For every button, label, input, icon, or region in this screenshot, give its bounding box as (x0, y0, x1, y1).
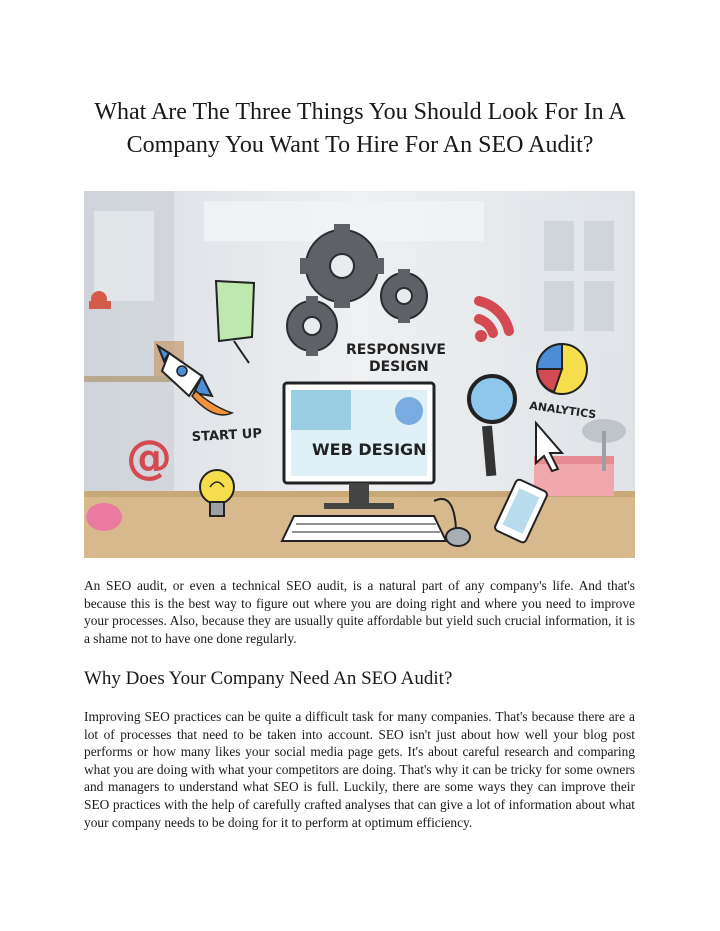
section-heading: Why Does Your Company Need An SEO Audit? (84, 668, 453, 689)
design-label: DESIGN (369, 359, 429, 375)
pie-chart-icon (537, 344, 587, 394)
start-up-label: START UP (191, 426, 263, 445)
responsive-label: RESPONSIVE (346, 342, 446, 358)
keyboard-icon (282, 516, 446, 541)
article-title: What Are The Three Things You Should Look For In A Company You Want To Hire For An SEO Audit? (94, 99, 626, 158)
analytics-label: ANALYTICS (528, 399, 598, 422)
section-paragraph: Improving SEO practices can be quite a difficult task for many companies. That's because there are a lot of processes that need to be taken into account. SEO isn't just about how well your blog post performs or how many likes your social media page gets. It's about careful research and comparing what you are doing with what your competitors are doing. That's why it can be tricky for some owners and managers to understand what SEO is full. Luckily, there are some ways they can improve their SEO practices with the help of carefully crafted analyses that can give a lot of information about what your company needs to be doing for it to perform at optimum efficiency. (84, 709, 635, 830)
web-design-label: WEB DESIGN (312, 440, 427, 459)
hero-illustration (84, 191, 635, 558)
intro-paragraph: An SEO audit, or even a technical SEO audit, is a natural part of any company's life. And that's because this is the best way to figure out where you are doing right and where you need to improve your processes. Also, because they are usually quite affordable but yield such crucial information, it is a shame not to have one done regularly. (84, 578, 635, 646)
mouse-icon (446, 528, 470, 546)
seo-illustration-svg (84, 191, 635, 558)
at-sign-icon: @ (126, 430, 172, 484)
